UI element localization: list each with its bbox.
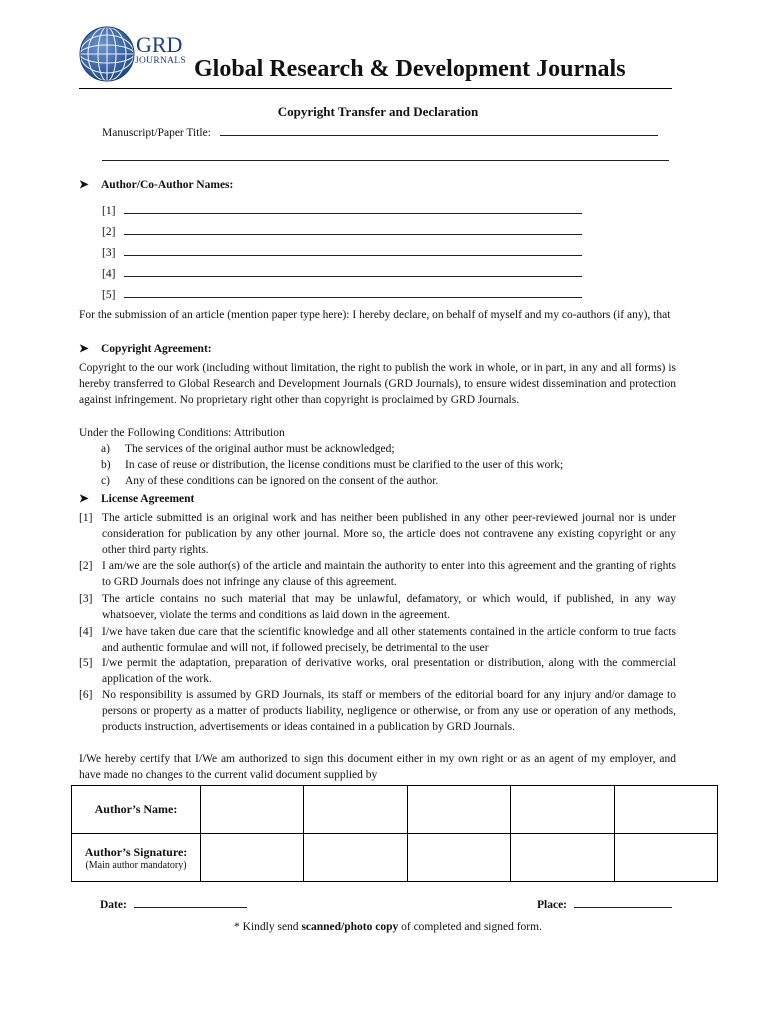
- conditions-heading: Under the Following Conditions: Attribution: [79, 427, 285, 439]
- license-item: [4] I/we have taken due care that the scientific knowledge and all other statements contained in the article conform to true facts and authentic formulae and will not, if followed precisely, be detrimental to the user: [79, 626, 676, 654]
- license-heading: ➤ License Agreement: [79, 493, 195, 505]
- arrow-bullet-icon: ➤: [79, 343, 89, 355]
- author-name-field[interactable]: [124, 224, 582, 235]
- author-row: [2]: [102, 224, 582, 239]
- author-name-row: [72, 786, 718, 834]
- author-name-cell[interactable]: [511, 786, 614, 834]
- license-item: [2] I am/we are the sole author(s) of the article and maintain the authority to enter into this agreement and the granting of rights to GRD Journals does not infringe any clause of this agreement.: [79, 560, 676, 588]
- author-signature-table: [71, 785, 718, 882]
- author-name-field[interactable]: [124, 266, 582, 277]
- author-row: [1]: [102, 203, 582, 218]
- author-signature-cell[interactable]: [304, 834, 407, 882]
- copyright-text: Copyright to the our work (including without limitation, the right to publish the work in whole, or in part, in any and all forms) is hereby transferred to Global Research and Development Journals (GRD Journals), to ensure widest dissemination and protection against infringement. No proprietary right other than copyright is proclaimed by GRD Journals.: [79, 362, 676, 406]
- author-name-field[interactable]: [124, 245, 582, 256]
- author-signature-cell[interactable]: [511, 834, 614, 882]
- author-name-field[interactable]: [124, 203, 582, 214]
- intro-text: For the submission of an article (mention paper type here): I hereby declare, on behalf of myself and my co-authors (if any), that: [79, 309, 671, 321]
- author-name-cell[interactable]: [614, 786, 717, 834]
- condition-item: a) The services of the original author must be acknowledged;: [101, 443, 395, 455]
- author-signature-cell[interactable]: [407, 834, 510, 882]
- place-field[interactable]: [574, 897, 672, 908]
- author-row: [4]: [102, 266, 582, 281]
- condition-item: c) Any of these conditions can be ignored on the consent of the author.: [101, 475, 439, 487]
- condition-item: b) In case of reuse or distribution, the license conditions must be clarified to the user of this work;: [101, 459, 564, 471]
- footnote: * Kindly send scanned/photo copy of completed and signed form.: [234, 921, 542, 933]
- license-item: [6] No responsibility is assumed by GRD Journals, its staff or members of the editorial board for any injury and/or damage to persons or property as a matter of products liability, negligence or otherwise, or from any use or operation of any methods, products instruction, advertisements or ideas contained in a publication by GRD Journals.: [79, 689, 676, 733]
- manuscript-title-field[interactable]: [220, 125, 658, 136]
- arrow-bullet-icon: ➤: [79, 179, 89, 191]
- author-row: [3]: [102, 245, 582, 260]
- author-row: [5]: [102, 287, 582, 302]
- author-name-field[interactable]: [124, 287, 582, 298]
- copyright-heading: ➤ Copyright Agreement:: [79, 343, 212, 355]
- author-signature-label: Author’s Signature:: [84, 844, 188, 859]
- place-row: [537, 897, 672, 911]
- manuscript-title-label: Manuscript/Paper Title:: [102, 127, 211, 139]
- header-rule: [79, 88, 672, 89]
- author-name-cell[interactable]: [201, 786, 304, 834]
- place-label: Place:: [537, 899, 568, 911]
- logo-subtext: JOURNALS: [135, 56, 186, 66]
- date-field[interactable]: [134, 897, 247, 908]
- manuscript-title-row: [102, 125, 658, 140]
- date-label: Date:: [100, 899, 127, 911]
- author-signature-row: [72, 834, 718, 882]
- author-name-cell[interactable]: [304, 786, 407, 834]
- date-row: [100, 897, 247, 911]
- authors-heading: ➤ Author/Co-Author Names:: [79, 179, 234, 191]
- grd-globe-logo-icon: [79, 26, 135, 82]
- author-signature-label-cell: [72, 834, 201, 882]
- author-signature-note: (Main author mandatory): [85, 859, 187, 871]
- logo-text: GRD: [136, 32, 183, 57]
- document-title: Copyright Transfer and Declaration: [277, 104, 479, 119]
- license-item: [3] The article contains no such material that may be unlawful, defamatory, or which would, if published, in any way whatsoever, violate the terms and conditions as laid down in the agreement.: [79, 593, 676, 621]
- license-item: [5] I/we permit the adaptation, preparation of derivative works, oral presentation or distribution, along with the commercial application of the work.: [79, 657, 676, 685]
- arrow-bullet-icon: ➤: [79, 493, 89, 505]
- license-item: [1] The article submitted is an original work and has neither been published in any other peer-reviewed journal nor is under consideration for publication by any other journal. More so, the article does not contravene any existing copyright or any other third party rights.: [79, 512, 676, 556]
- journal-title: Global Research & Development Journals: [194, 56, 626, 82]
- manuscript-title-field-line2[interactable]: [102, 150, 669, 161]
- certification-text: I/We hereby certify that I/We am authorized to sign this document either in my own right or as an agent of my employer, and have made no changes to the current valid document supplied by: [79, 753, 676, 781]
- author-signature-cell[interactable]: [201, 834, 304, 882]
- author-name-label: Author’s Name:: [72, 786, 201, 834]
- author-signature-cell[interactable]: [614, 834, 717, 882]
- author-name-cell[interactable]: [407, 786, 510, 834]
